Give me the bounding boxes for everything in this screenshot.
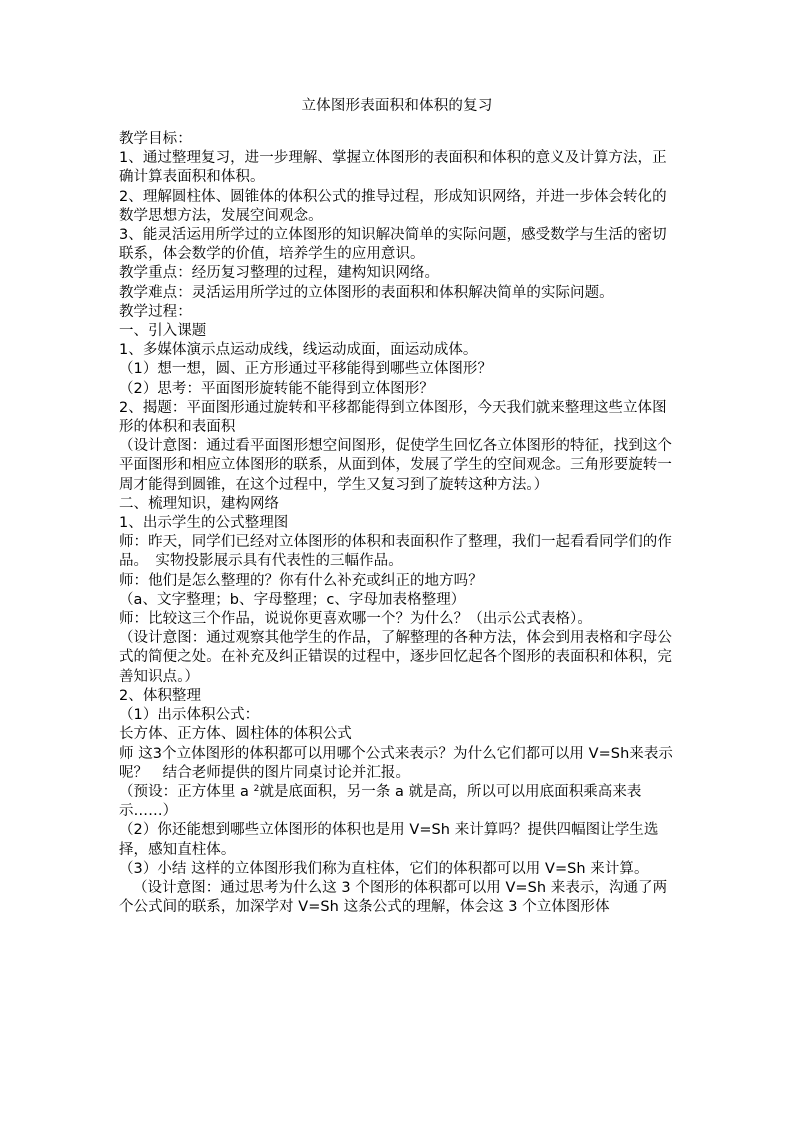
paragraph: （2）你还能想到哪些立体图形的体积也是用 V=Sh 来计算吗？提供四幅图让学生选择，感知直柱体。 [119, 822, 659, 858]
part-2-heading: 二、梳理知识，建构网络 [119, 495, 280, 512]
paragraph: 师：昨天，同学们已经对立体图形的体积和表面积作了整理，我们一起看看同学们的作品。 实物投影展示具有代表性的三幅作品。 [119, 534, 672, 570]
paragraph: （1）想一想，圆、正方形通过平移能得到哪些立体图形？ [119, 361, 493, 378]
paragraph: （3）小结 这样的立体图形我们称为直柱体，它们的体积都可以用 V=Sh 来计算。 [119, 860, 649, 877]
design-intent-note: （设计意图：通过看平面图形想空间图形，促使学生回忆各立体图形的特征，找到这个平面图形和相应立体图形的联系，从面到体，发展了学生的空间观念。三角形要旋转一周才能得到圆锥，在这个过程中，学生又复习到了旋转这种方法。） [119, 438, 672, 493]
document-title: 立体图形表面积和体积的复习 [301, 98, 493, 114]
objective-3: 3、能灵活运用所学过的立体图形的知识解决简单的实际问题，感受数学与生活的密切联系，体会数学的价值，培养学生的应用意识。 [119, 227, 667, 263]
design-intent-note: （设计意图：通过思考为什么这 3 个图形的体积都可以用 V=Sh 来表示，沟通了两个公式间的联系，加深学对 V=Sh 这条公式的理解，体会这 3 个立体图形体 [119, 879, 668, 916]
preset-note [119, 783, 677, 821]
paragraph: 师：他们是怎么整理的？你有什么补充或纠正的地方吗？ [119, 572, 483, 589]
paragraph: 2、揭题：平面图形通过旋转和平移都能得到立体图形，今天我们就来整理这些立体图形的体积和表面积 [119, 399, 667, 436]
design-intent-note: （设计意图：通过观察其他学生的作品，了解整理的各种方法，体会到用表格和字母公式的简便之处。在补充及纠正错误的过程中，逐步回忆起各个图形的表面积和体积，完善知识点。） [119, 630, 672, 685]
difficult-point: 教学难点：灵活运用所学过的立体图形的表面积和体积解决简单的实际问题。 [119, 284, 614, 301]
part-1-heading: 一、引入课题 [119, 323, 207, 340]
section-heading-objectives: 教学目标： [119, 131, 192, 147]
preset-text-after: 就是底面积，另一条 a 就是高，所以可以用底面积乘高来表示……） [119, 783, 642, 820]
paragraph: （1）出示体积公式： [119, 707, 260, 724]
document-body [119, 130, 677, 917]
paragraph: 师：比较这三个作品，说说你更喜欢哪一个？为什么？（出示公式表格）。 [119, 611, 592, 628]
section-heading-process: 教学过程： [119, 303, 192, 320]
preset-text-before: （预设：正方体里 a [119, 783, 254, 800]
objective-2: 2、理解圆柱体、圆锥体的体积公式的推导过程，形成知识网络，并进一步体会转化的数学思想方法，发展空间观念。 [119, 188, 667, 224]
objective-1: 1、通过整理复习，进一步理解、掌握立体图形的表面积和体积的意义及计算方法，正确计算表面积和体积。 [119, 150, 667, 186]
paragraph: （2）思考：平面图形旋转能不能得到立体图形？ [119, 380, 434, 397]
key-point: 教学重点：经历复习整理的过程，建构知识网络。 [119, 265, 440, 282]
paragraph: （a、文字整理；b、字母整理；c、字母加表格整理） [119, 591, 466, 608]
paragraph: 长方体、正方体、圆柱体的体积公式 [119, 726, 352, 743]
paragraph: 1、多媒体演示点运动成线，线运动成面，面运动成体。 [119, 342, 478, 359]
superscript-two: 2 [253, 783, 260, 794]
volume-heading: 2、体积整理 [119, 687, 202, 704]
paragraph: 师 这3个立体图形的体积都可以用哪个公式来表示？为什么它们都可以用 V=Sh来表示呢？ 结合老师提供的图片同桌讨论并汇报。 [119, 745, 673, 781]
paragraph: 1、出示学生的公式整理图 [119, 515, 289, 532]
